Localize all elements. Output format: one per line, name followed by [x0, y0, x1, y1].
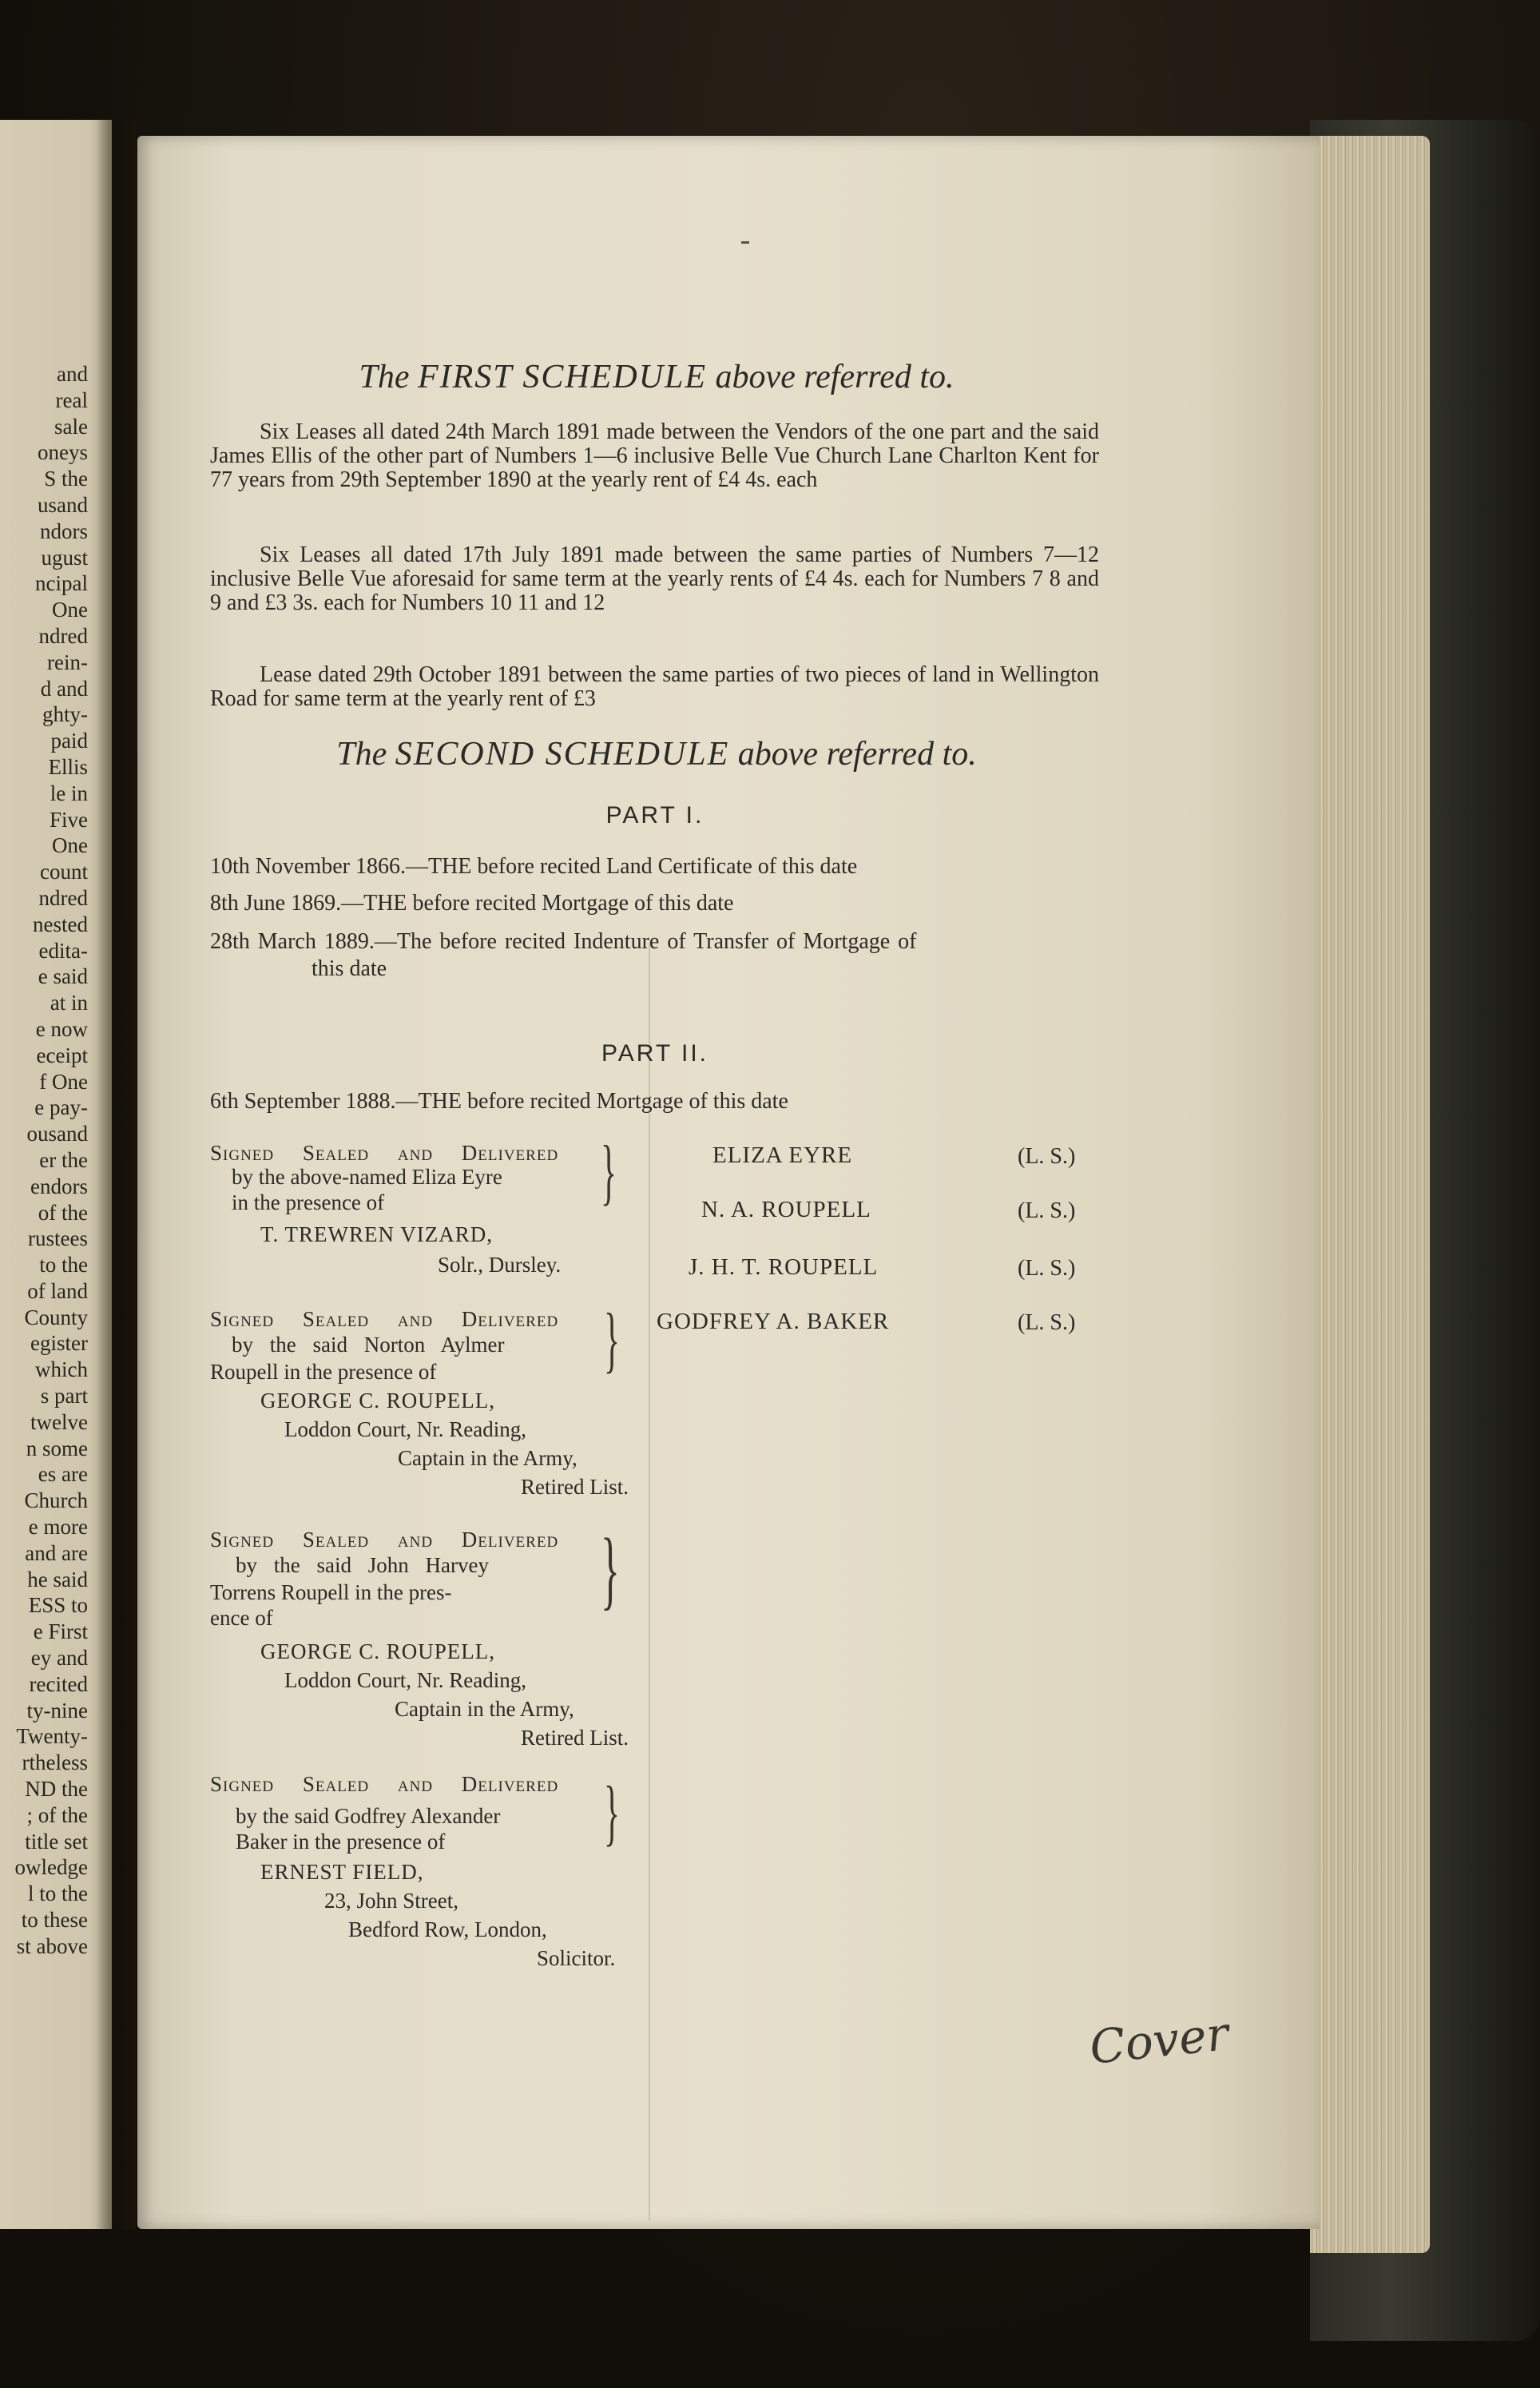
- left-page-fragment: e now: [35, 1016, 88, 1041]
- left-page-fragment: egister: [30, 1331, 88, 1356]
- left-page-fragment: County: [24, 1305, 88, 1329]
- left-page-fragment: S the: [44, 467, 88, 491]
- part-one-title: PART I.: [605, 802, 705, 828]
- witness-name: GEORGE C. ROUPELL,: [260, 1639, 495, 1663]
- left-page-fragment: endors: [30, 1174, 88, 1198]
- first-schedule-para-3: [210, 663, 1099, 711]
- witness-address: Retired List.: [521, 1726, 629, 1750]
- signature-line: Roupell in the presence of: [210, 1360, 437, 1384]
- witness-address: Solicitor.: [537, 1946, 616, 1970]
- witness-address: Captain in the Army,: [398, 1446, 578, 1470]
- left-page-fragment: edita-: [38, 938, 88, 963]
- left-page-fragment: owledge: [14, 1855, 88, 1880]
- heading-main: SECOND SCHEDULE: [395, 736, 730, 773]
- part-one-entry-2: 8th June 1869.—THE before recited Mortgage of this date: [210, 891, 734, 916]
- signature-line: in the presence of: [232, 1190, 385, 1214]
- left-page-fragment: n some: [26, 1436, 88, 1460]
- signature-line: by the said Norton Aylmer: [232, 1333, 505, 1357]
- left-page-fragment: ghty-: [42, 702, 88, 727]
- left-page-fragment: at in: [50, 991, 88, 1015]
- left-page-fragment: ndred: [38, 885, 88, 910]
- part-one-entry-1: 10th November 1866.—THE before recited Land Certificate of this date: [210, 854, 858, 879]
- left-page-fragment: he said: [27, 1567, 88, 1591]
- witness-name: GEORGE C. ROUPELL,: [260, 1389, 495, 1413]
- page-edges: [1310, 136, 1430, 2253]
- left-page-fragment: rtheless: [22, 1750, 88, 1775]
- heading-suffix: above referred to.: [729, 736, 977, 773]
- handwritten-note: Cover: [1086, 2006, 1232, 2075]
- left-page-fragment: ndred: [38, 623, 88, 648]
- signer-name: GODFREY A. BAKER: [657, 1309, 890, 1334]
- signature-line: Torrens Roupell in the pres-: [210, 1580, 452, 1604]
- part-one-entry-3-cont: this date: [312, 956, 387, 981]
- left-page-fragment: ousand: [26, 1122, 88, 1146]
- left-page-fragment: er the: [39, 1147, 88, 1172]
- heading-prefix: The: [359, 359, 418, 395]
- signed-sealed-delivered-1: Signed Sealed and Delivered: [210, 1141, 559, 1165]
- second-schedule-heading: [209, 735, 1104, 773]
- witness-address: Captain in the Army,: [395, 1697, 574, 1721]
- left-page-fragment: ncipal: [35, 571, 88, 596]
- left-page-fragment: to these: [21, 1908, 88, 1933]
- seal-mark: (L. S.): [1018, 1256, 1076, 1281]
- left-page-fragment: rein-: [47, 650, 88, 674]
- witness-address: 23, John Street,: [324, 1889, 458, 1913]
- witness-name: T. TREWREN VIZARD,: [260, 1222, 493, 1246]
- signed-sealed-delivered-4: Signed Sealed and Delivered: [210, 1772, 559, 1796]
- witness-address: Retired List.: [521, 1475, 629, 1499]
- left-page-fragment: ND the: [25, 1777, 88, 1802]
- left-page-text-fragments: [0, 361, 88, 1960]
- left-page-fragment: st above: [16, 1933, 88, 1958]
- signature-line: by the said John Harvey: [236, 1553, 489, 1577]
- print-mark: [741, 241, 749, 244]
- left-page-fragment: ndors: [40, 519, 88, 543]
- signer-name: J. H. T. ROUPELL: [689, 1254, 879, 1280]
- left-page-fragment: and: [57, 362, 88, 386]
- fold-crease: [649, 943, 650, 2221]
- first-schedule-para-1: [210, 420, 1099, 492]
- witness-address: Bedford Row, London,: [348, 1917, 547, 1941]
- left-page-gutter-shadow: [96, 120, 136, 2229]
- left-page-fragment: Five: [49, 807, 88, 832]
- signature-line: by the above-named Eliza Eyre: [232, 1165, 502, 1189]
- left-page-fragment: of land: [27, 1278, 88, 1303]
- left-page-fragment: real: [55, 387, 88, 412]
- left-page-fragment: eceipt: [36, 1043, 88, 1067]
- left-page-fragment: ESS to: [28, 1593, 88, 1618]
- part-two-entry-1: 6th September 1888.—THE before recited Mortgage of this date: [210, 1089, 788, 1114]
- left-page-fragment: to the: [39, 1253, 88, 1277]
- part-two-title: PART II.: [601, 1040, 709, 1067]
- witness-address: Loddon Court, Nr. Reading,: [284, 1417, 526, 1441]
- signed-sealed-delivered-3: Signed Sealed and Delivered: [210, 1528, 559, 1552]
- left-page-fragment: sale: [54, 414, 88, 439]
- left-page-fragment: rustees: [28, 1226, 88, 1251]
- left-page-fragment: f One: [39, 1069, 88, 1094]
- left-page-fragment: nested: [33, 912, 88, 936]
- left-page-fragment: One: [52, 598, 88, 622]
- left-page-fragment: e said: [38, 964, 88, 989]
- left-page-fragment: le in: [50, 781, 88, 805]
- left-page-fragment: Twenty-: [16, 1724, 88, 1749]
- first-schedule-heading: [209, 358, 1104, 396]
- paragraph-text: Six Leases all dated 17th July 1891 made between the same parties of Numbers 7—12 inclusive Belle Vue aforesaid for same term at the yearly rents of £4 4s. each for Numbers 7 8 and 9 and £3 3s. each for Numbers 10 11 and 12: [210, 542, 1099, 615]
- left-page-fragment: Church: [24, 1488, 88, 1513]
- left-page-fragment: ugust: [41, 545, 88, 570]
- left-page-fragment: recited: [29, 1671, 88, 1696]
- left-page-fragment: which: [35, 1357, 88, 1382]
- witness-address: Loddon Court, Nr. Reading,: [284, 1668, 526, 1692]
- left-page-fragment: ; of the: [26, 1802, 88, 1827]
- left-page-fragment: oneys: [38, 440, 88, 465]
- seal-mark: (L. S.): [1018, 1310, 1076, 1335]
- left-page-fragment: e First: [33, 1619, 88, 1644]
- left-page-fragment: One: [52, 833, 88, 858]
- first-schedule-para-2: [210, 543, 1099, 615]
- left-page-fragment: count: [40, 860, 88, 884]
- heading-prefix: The: [336, 736, 395, 773]
- left-page-fragment: paid: [50, 729, 88, 753]
- signer-name: ELIZA EYRE: [712, 1142, 853, 1168]
- left-page-fragment: of the: [38, 1200, 88, 1225]
- bracket-brace: }: [604, 1771, 620, 1853]
- left-page-fragment: es are: [38, 1462, 88, 1487]
- signer-name: N. A. ROUPELL: [701, 1197, 871, 1222]
- left-page-fragment: l to the: [28, 1881, 88, 1906]
- left-page-fragment: title set: [25, 1829, 88, 1854]
- left-page-fragment: e pay-: [34, 1095, 88, 1120]
- signature-line: ence of: [210, 1606, 273, 1630]
- paragraph-text: Lease dated 29th October 1891 between the same parties of two pieces of land in Wellington Road for same term at the yearly rent of £3: [210, 662, 1099, 711]
- left-page-fragment: ey and: [30, 1646, 88, 1671]
- left-page-fragment: ty-nine: [26, 1698, 88, 1722]
- witness-name: ERNEST FIELD,: [260, 1860, 424, 1884]
- heading-main: FIRST SCHEDULE: [417, 359, 708, 395]
- heading-suffix: above referred to.: [707, 359, 955, 395]
- bracket-brace: }: [601, 1130, 617, 1212]
- bracket-brace: }: [604, 1298, 620, 1380]
- left-page-fragment: and are: [25, 1540, 88, 1565]
- left-page-fragment: e more: [28, 1515, 88, 1540]
- left-page-fragment: s part: [40, 1384, 88, 1409]
- seal-mark: (L. S.): [1018, 1198, 1076, 1223]
- left-page-fragment: d and: [40, 676, 88, 701]
- paragraph-text: Six Leases all dated 24th March 1891 made between the Vendors of the one part and the said James Ellis of the other part of Numbers 1—6 inclusive Belle Vue Church Lane Charlton Kent for 77 years from 29th September 1890 at the yearly rent of £4 4s. each: [210, 419, 1099, 492]
- left-page-fragment: usand: [38, 492, 88, 517]
- signed-sealed-delivered-2: Signed Sealed and Delivered: [210, 1307, 559, 1331]
- witness-address: Solr., Dursley.: [438, 1253, 562, 1277]
- seal-mark: (L. S.): [1018, 1144, 1076, 1169]
- signature-line: by the said Godfrey Alexander: [236, 1804, 501, 1828]
- left-page-fragment: twelve: [30, 1409, 88, 1434]
- left-page-fragment: Ellis: [48, 754, 88, 779]
- bracket-brace: }: [601, 1520, 620, 1618]
- part-one-entry-3: 28th March 1889.—The before recited Indenture of Transfer of Mortgage of: [210, 929, 917, 954]
- signature-line: Baker in the presence of: [236, 1830, 446, 1854]
